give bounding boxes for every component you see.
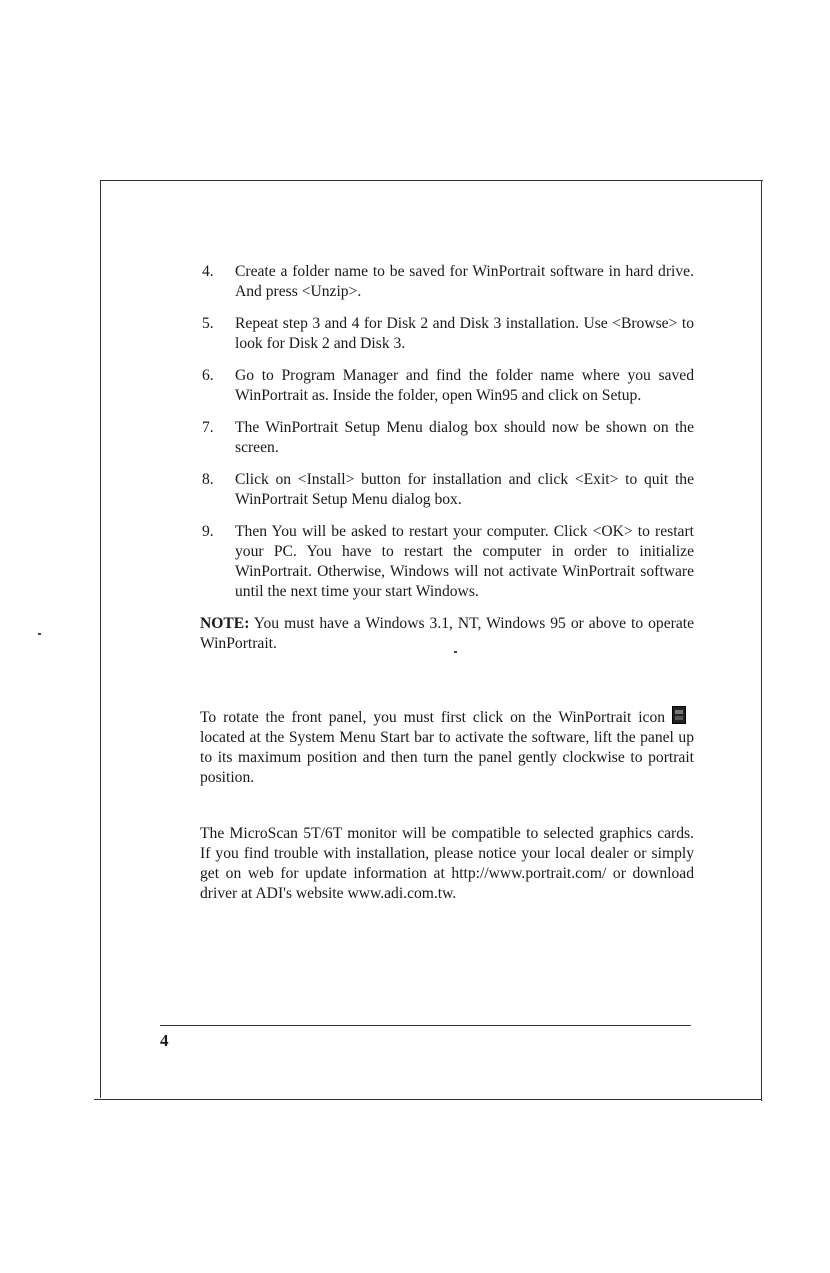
step-number: 9. — [202, 523, 214, 540]
page-number: 4 — [160, 1031, 169, 1050]
step-item — [200, 470, 694, 510]
page-frame-left-border — [100, 180, 101, 1098]
step-text: Create a folder name to be saved for WinPortrait software in hard drive. And press <Unzip>. — [235, 263, 694, 300]
step-item — [200, 418, 694, 458]
page-content — [200, 262, 694, 904]
note-label: NOTE: — [200, 615, 250, 632]
step-item — [200, 366, 694, 406]
step-text: Click on <Install> button for installation and click <Exit> to quit the WinPortrait Setup Menu dialog box. — [235, 471, 694, 508]
step-text: Then You will be asked to restart your computer. Click <OK> to restart your PC. You have to restart the computer in order to initialize WinPortrait. Otherwise, Windows will not activate WinPortrait software until the next time your start Windows. — [235, 523, 694, 600]
step-number: 6. — [202, 367, 214, 384]
step-number: 5. — [202, 315, 214, 332]
page-frame-bottom-border — [94, 1099, 762, 1100]
footer-rule — [160, 1025, 691, 1026]
page-frame-right-border — [761, 180, 762, 1101]
scan-speck — [38, 633, 41, 635]
step-text: The WinPortrait Setup Menu dialog box should now be shown on the screen. — [235, 419, 694, 456]
step-number: 4. — [202, 263, 214, 280]
rotate-text-before-icon: To rotate the front panel, you must first click on the WinPortrait icon — [200, 709, 672, 726]
step-text: Repeat step 3 and 4 for Disk 2 and Disk 3 installation. Use <Browse> to look for Disk 2 and Disk 3. — [235, 315, 694, 352]
installation-steps-list — [200, 262, 694, 602]
rotate-text-after-icon: located at the System Menu Start bar to activate the software, lift the panel up to its maximum position and then turn the panel gently clockwise to portrait position. — [200, 729, 694, 786]
rotate-panel-paragraph — [200, 706, 694, 788]
compatibility-paragraph: The MicroScan 5T/6T monitor will be compatible to selected graphics cards. If you find trouble with installation, please notice your local dealer or simply get on web for update information at http://www.portrait.com/ or download driver at ADI's website www.adi.com.tw. — [200, 825, 694, 902]
step-item — [200, 314, 694, 354]
step-number: 7. — [202, 419, 214, 436]
note-text: You must have a Windows 3.1, NT, Windows 95 or above to operate WinPortrait. — [200, 615, 694, 652]
note-paragraph — [200, 614, 694, 654]
step-text: Go to Program Manager and find the folder name where you saved WinPortrait as. Inside the folder, open Win95 and click on Setup. — [235, 367, 694, 404]
winportrait-app-icon — [672, 706, 686, 724]
page-frame-top-border — [100, 180, 763, 181]
step-item — [200, 262, 694, 302]
step-item — [200, 522, 694, 602]
step-number: 8. — [202, 471, 214, 488]
